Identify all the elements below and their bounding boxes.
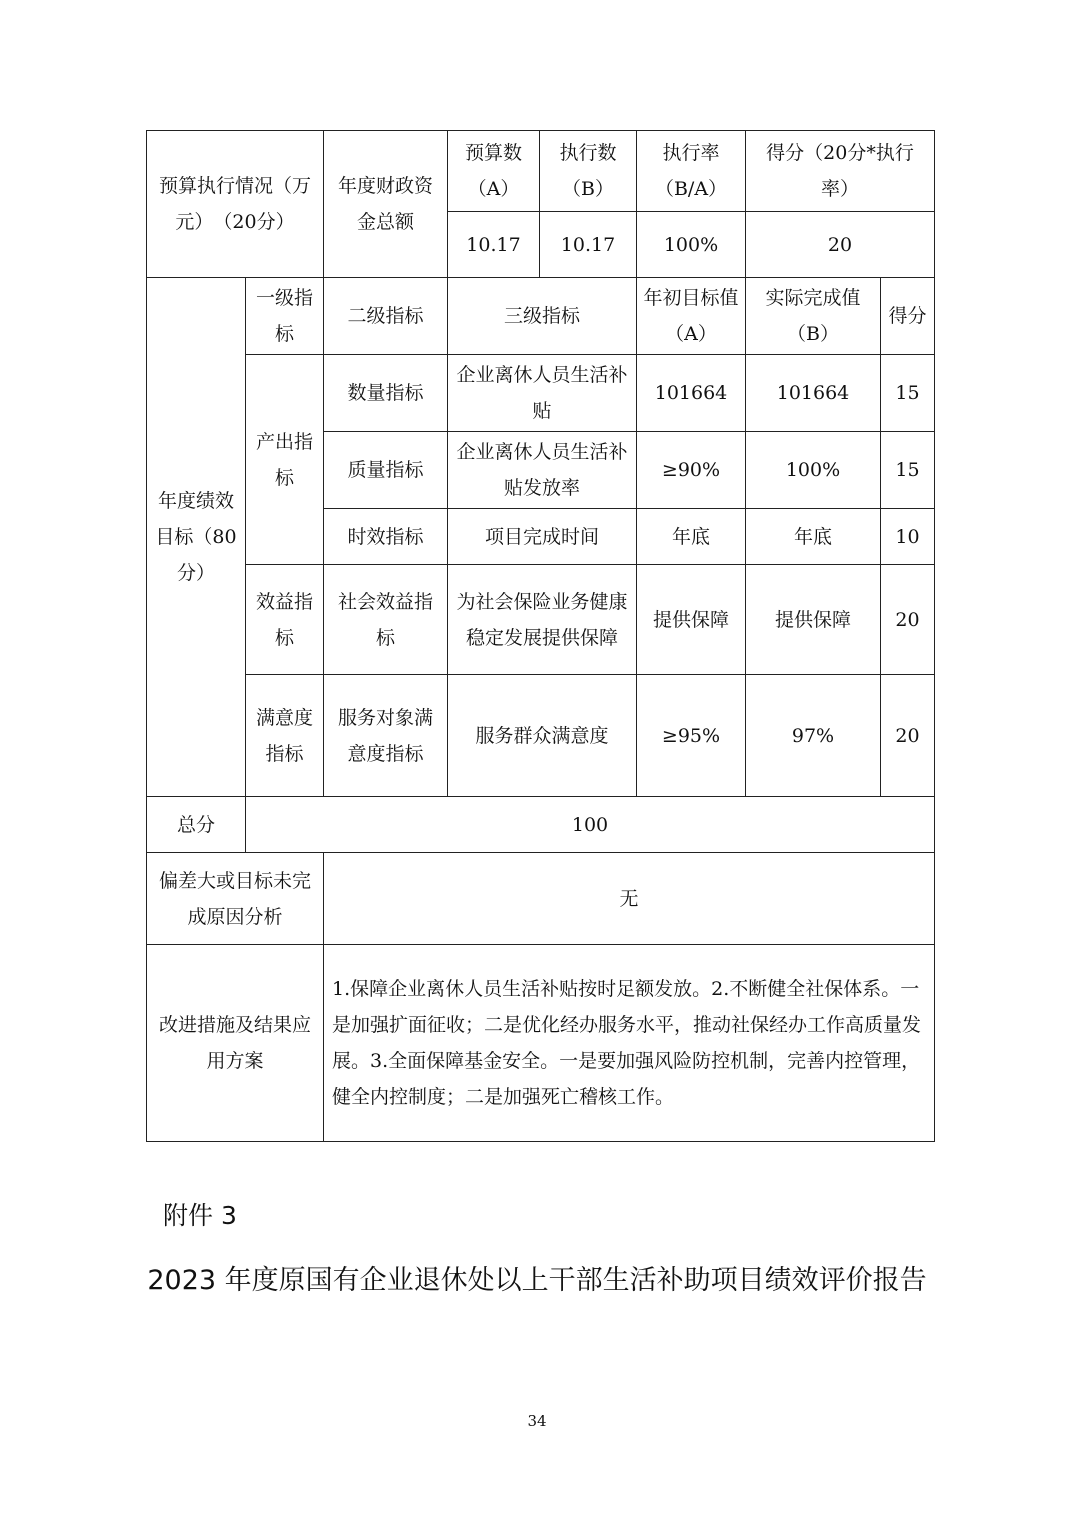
row3-level2: 时效指标 — [324, 509, 448, 565]
row2-actual: 100% — [746, 432, 881, 509]
header-level2: 二级指标 — [324, 278, 448, 355]
attachment-label: 附件 3 — [163, 1201, 237, 1230]
header-score: 得分（20分*执行率） — [746, 131, 935, 212]
row4-level2: 社会效益指标 — [324, 565, 448, 675]
row4-target: 提供保障 — [637, 565, 746, 675]
row2-level3: 企业离休人员生活补贴发放率 — [448, 432, 637, 509]
row4-actual: 提供保障 — [746, 565, 881, 675]
header-actual: 实际完成值（B） — [746, 278, 881, 355]
row4-level3: 为社会保险业务健康稳定发展提供保障 — [448, 565, 637, 675]
improvement-label: 改进措施及结果应用方案 — [147, 945, 324, 1142]
row1-level2: 数量指标 — [324, 355, 448, 432]
group-benefit: 效益指标 — [246, 565, 324, 675]
row3-actual: 年底 — [746, 509, 881, 565]
page-number: 34 — [527, 1412, 547, 1430]
improvement-value: 1.保障企业离休人员生活补贴按时足额发放。2.不断健全社保体系。一是加强扩面征收；二是优化经办服务水平，推动社保经办工作高质量发展。3.全面保障基金安全。一是要加强风险防控机制，完善内控管理，健全内控制度；二是加强死亡稽核工作。 — [324, 945, 935, 1142]
performance-table — [146, 130, 935, 1142]
row1-level3: 企业离休人员生活补贴 — [448, 355, 637, 432]
header-target: 年初目标值（A） — [637, 278, 746, 355]
value-budget: 10.17 — [448, 212, 540, 278]
row2-level2: 质量指标 — [324, 432, 448, 509]
row1-score: 15 — [881, 355, 935, 432]
budget-label: 预算执行情况（万元） （20分） — [147, 131, 324, 278]
value-score: 20 — [746, 212, 935, 278]
row1-actual: 101664 — [746, 355, 881, 432]
row5-level3: 服务群众满意度 — [448, 675, 637, 797]
total-label: 总分 — [147, 797, 246, 853]
row3-target: 年底 — [637, 509, 746, 565]
row5-score: 20 — [881, 675, 935, 797]
deviation-label: 偏差大或目标未完成原因分析 — [147, 853, 324, 945]
header-level3: 三级指标 — [448, 278, 637, 355]
row5-target: ≥95% — [637, 675, 746, 797]
row2-target: ≥90% — [637, 432, 746, 509]
header-row-score: 得分 — [881, 278, 935, 355]
header-rate: 执行率（B/A） — [637, 131, 746, 212]
fund-label: 年度财政资金总额 — [324, 131, 448, 278]
value-rate: 100% — [637, 212, 746, 278]
row2-score: 15 — [881, 432, 935, 509]
row4-score: 20 — [881, 565, 935, 675]
total-value: 100 — [246, 797, 935, 853]
row5-actual: 97% — [746, 675, 881, 797]
group-satisfaction: 满意度指标 — [246, 675, 324, 797]
deviation-value: 无 — [324, 853, 935, 945]
header-level1: 一级指标 — [246, 278, 324, 355]
header-executed: 执行数（B） — [540, 131, 637, 212]
goals-label: 年度绩效目标（80分） — [147, 278, 246, 797]
report-title: 2023 年度原国有企业退休处以上干部生活补助项目绩效评价报告 — [147, 1265, 927, 1296]
group-output: 产出指标 — [246, 355, 324, 565]
row5-level2: 服务对象满意度指标 — [324, 675, 448, 797]
row3-score: 10 — [881, 509, 935, 565]
header-budget: 预算数（A） — [448, 131, 540, 212]
value-executed: 10.17 — [540, 212, 637, 278]
row3-level3: 项目完成时间 — [448, 509, 637, 565]
row1-target: 101664 — [637, 355, 746, 432]
